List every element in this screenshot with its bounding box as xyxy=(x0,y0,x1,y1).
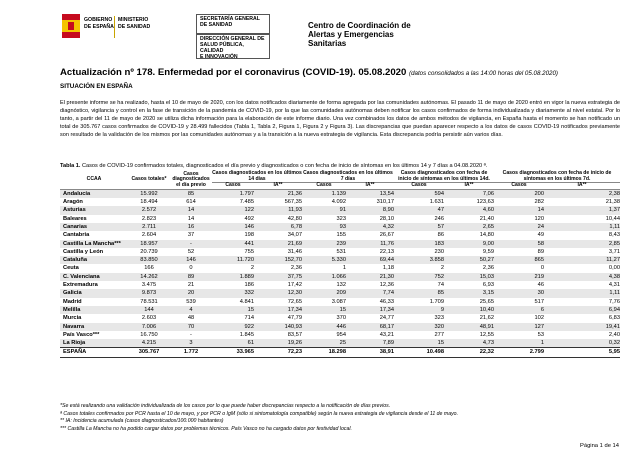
header-casos: Casos xyxy=(394,183,444,190)
report-title-text: Actualización nº 178. Enfermedad por el coronavirus (COVID-19). 05.08.2020 xyxy=(60,67,407,78)
table-cell: 3,71 xyxy=(608,248,620,255)
table-cell: 15 xyxy=(394,339,444,348)
table-cell: 24 xyxy=(494,223,544,231)
table-cell: 16.750 xyxy=(140,331,158,338)
table-cell: 42,80 xyxy=(287,215,302,222)
table-cell: 3.475 xyxy=(141,282,157,289)
table-cell: 33.965 xyxy=(212,348,254,357)
table-cell: 15.992 xyxy=(128,189,170,198)
table-cell: 49 xyxy=(537,232,544,239)
table-cell: 2 xyxy=(250,265,254,272)
table-total-row xyxy=(60,348,620,357)
table-cell: 85 xyxy=(170,189,212,198)
table-cell: 14 xyxy=(187,215,195,222)
table-caption-label: Tabla 1. xyxy=(60,163,81,169)
section-subtitle: SITUACIÓN EN ESPAÑA xyxy=(60,83,133,90)
table-cell: 17,34 xyxy=(254,306,302,314)
table-cell: 144 xyxy=(128,306,170,314)
table-row xyxy=(60,231,620,239)
table-cell: 3.858 xyxy=(394,256,444,264)
header-prev-day: Casos diagnosticados el día previo xyxy=(170,171,212,189)
table-cell: 2.711 xyxy=(128,223,170,231)
table-cell: 517 xyxy=(534,298,544,305)
box2-line-3: E INNOVACIÓN xyxy=(200,54,238,60)
table-cell: 20 xyxy=(170,289,212,297)
table-cell: 755 xyxy=(244,248,254,255)
table-cell: 91 xyxy=(302,206,346,214)
table-row xyxy=(60,339,620,348)
ccaa-name-cell: La Rioja xyxy=(60,339,128,348)
table-cell: 70 xyxy=(170,323,212,331)
table-cell: 9 xyxy=(394,306,444,314)
table-cell: 1.139 xyxy=(302,189,346,198)
header-ia: IA** xyxy=(444,183,494,190)
table-row xyxy=(60,281,620,289)
table-cell: 11,93 xyxy=(254,206,302,214)
table-cell: 140,93 xyxy=(254,323,302,331)
table-cell: 4,31 xyxy=(608,282,620,289)
gov-line-1: GOBIERNO xyxy=(84,17,113,23)
table-cell: - xyxy=(170,240,212,248)
table-cell: 6 xyxy=(494,306,544,314)
table-cell: 146 xyxy=(170,256,212,264)
ccaa-name-cell: Castilla La Mancha*** xyxy=(60,240,128,248)
table-cell: 7.485 xyxy=(239,199,254,206)
header-group-7d: Casos diagnosticados en los últimos 7 días xyxy=(303,170,393,182)
table-cell: 12,55 xyxy=(479,331,494,338)
table-cell: 0 xyxy=(540,265,544,272)
ccaa-name-cell: Madrid xyxy=(63,298,82,305)
footnote: *Se está realizando una validación individualizada de los casos por lo que puede haber discrepancias respecto a la notificación de días previos. xyxy=(60,403,391,409)
table-cell: 6,94 xyxy=(544,306,620,314)
table-cell: 15,03 xyxy=(444,273,494,281)
table-cell: 17,34 xyxy=(346,306,394,314)
table-cell: 9,59 xyxy=(482,248,494,255)
table-cell: 89 xyxy=(537,248,544,255)
table-cell: 4,32 xyxy=(346,223,394,231)
table-cell: 2.799 xyxy=(494,348,544,357)
table-cell: 4,38 xyxy=(544,273,620,281)
table-cell: 14,80 xyxy=(479,232,494,239)
table-cell: 3.087 xyxy=(331,298,346,305)
direccion-box xyxy=(196,34,270,59)
footnotes xyxy=(60,403,458,434)
table-cell: 132 xyxy=(336,282,346,289)
header-ia: IA** xyxy=(346,183,394,190)
table-cell: 37 xyxy=(187,232,195,239)
table-cell: 83,57 xyxy=(287,331,302,338)
table-cell: 72,23 xyxy=(254,348,302,357)
table-row xyxy=(60,215,620,223)
ccaa-name-cell: Cataluña xyxy=(60,256,128,264)
table-cell: 10,40 xyxy=(444,306,494,314)
ccaa-name-cell: País Vasco*** xyxy=(63,331,100,338)
table-cell: 6,93 xyxy=(482,282,494,289)
table-cell: 305.767 xyxy=(128,348,170,357)
table-cell: 2,40 xyxy=(608,331,620,338)
table-cell: 7,74 xyxy=(346,289,394,297)
secretaria-box xyxy=(196,14,270,34)
ccaa-name-cell: ESPAÑA xyxy=(60,348,128,357)
table-cell: 539 xyxy=(186,298,196,305)
box2-line-2: SALUD PÚBLICA, CALIDAD xyxy=(200,42,244,54)
table-row xyxy=(60,189,620,198)
table-cell: 21 xyxy=(187,282,195,289)
table-cell: 14 xyxy=(170,206,212,214)
table-cell: 14 xyxy=(494,206,544,214)
table-cell: 18.957 xyxy=(128,240,170,248)
table-row xyxy=(60,331,620,339)
table-cell: 7.006 xyxy=(128,323,170,331)
table-row xyxy=(60,198,620,206)
table-cell: 2,36 xyxy=(482,265,494,272)
table-cell: 21,69 xyxy=(254,240,302,248)
ccaa-name-cell: Aragón xyxy=(63,199,83,206)
table-cell: 2,65 xyxy=(444,223,494,231)
table-cell: - xyxy=(190,331,192,338)
ministry-line-2: DE SANIDAD xyxy=(118,23,151,30)
table-cell: 323 xyxy=(336,215,346,222)
table-cell: 0,00 xyxy=(608,265,620,272)
table-cell: 78.531 xyxy=(140,298,158,305)
table-cell: 48,91 xyxy=(444,323,494,331)
table-cell: 9.873 xyxy=(128,289,170,297)
table-cell: 1,11 xyxy=(544,223,620,231)
table-cell: 277 xyxy=(434,331,444,338)
table-cell: 10.498 xyxy=(394,348,444,357)
table-cell: 48 xyxy=(187,315,195,322)
ccaa-name-cell: Cantabria xyxy=(63,232,90,239)
table-cell: 954 xyxy=(336,331,346,338)
table-cell: 1.772 xyxy=(170,348,212,357)
table-cell: 4 xyxy=(170,306,212,314)
table-cell: 12,36 xyxy=(379,282,394,289)
table-cell: 46 xyxy=(537,282,544,289)
table-cell: 120 xyxy=(534,215,544,222)
table-cell: 14.262 xyxy=(128,273,170,281)
table-cell: 15 xyxy=(212,306,254,314)
table-row xyxy=(60,223,620,231)
table-cell: 9,00 xyxy=(444,240,494,248)
table-cell: 1,37 xyxy=(544,206,620,214)
header-casos: Casos xyxy=(212,183,254,190)
ccaa-name-cell: Murcia xyxy=(63,315,82,322)
table-cell: 19,41 xyxy=(544,323,620,331)
table-cell: 13,54 xyxy=(346,189,394,198)
table-cell: 93 xyxy=(302,223,346,231)
ccaa-name-cell: Melilla xyxy=(60,306,128,314)
cases-table xyxy=(60,171,620,358)
footnote: ** IA: Incidencia acumulada (casos diagnosticados/100.000 habitantes) xyxy=(60,418,224,425)
table-row xyxy=(60,240,620,248)
header-ia: IA** xyxy=(544,183,620,190)
report-title xyxy=(60,67,558,78)
table-cell: 86 xyxy=(437,232,444,239)
table-cell: 7,76 xyxy=(608,298,620,305)
table-cell: 68,17 xyxy=(346,323,394,331)
ccaes-line-1: Centro de Coordinación de xyxy=(308,21,411,30)
table-cell: 17,42 xyxy=(287,282,302,289)
table-cell: 18.298 xyxy=(302,348,346,357)
header-group-sym-14d: Casos diagnosticados con fecha de inicio de síntomas en los últimos 14d. xyxy=(394,171,494,183)
table-cell: 6,78 xyxy=(254,223,302,231)
table-cell: 12,30 xyxy=(254,289,302,297)
table-row xyxy=(60,256,620,264)
table-cell: 922 xyxy=(212,323,254,331)
table-cell: 1,18 xyxy=(382,265,394,272)
table-cell: 200 xyxy=(494,189,544,198)
table-row xyxy=(60,306,620,314)
table-cell: 230 xyxy=(434,248,444,255)
table-cell: 246 xyxy=(434,215,444,222)
table-cell: 19,26 xyxy=(254,339,302,348)
header-group-14d: Casos diagnosticados en los últimos 14 días xyxy=(212,170,302,182)
table-cell: 102 xyxy=(534,315,544,322)
table-cell: 46,33 xyxy=(379,298,394,305)
table-cell: 209 xyxy=(302,289,346,297)
table-cell: 57 xyxy=(394,223,444,231)
table-cell: 752 xyxy=(394,273,444,281)
table-cell: 85 xyxy=(394,289,444,297)
table-caption xyxy=(60,163,487,169)
table-cell: 2.572 xyxy=(128,206,170,214)
table-cell: 11,27 xyxy=(544,256,620,264)
table-cell: 20.739 xyxy=(140,248,158,255)
table-caption-text: Casos de COVID-19 confirmados totales, diagnosticados el día previo y diagnosticados o con fecha de inicio de síntomas en los últimos 14 y 7 días a 04.08.2020 ª. xyxy=(81,163,488,169)
table-cell: 5.330 xyxy=(302,256,346,264)
ccaes-line-2: Alertas y Emergencias xyxy=(308,30,394,39)
ccaa-name-cell: Navarra xyxy=(60,323,128,331)
table-cell: 24,77 xyxy=(379,315,394,322)
table-cell: 38,91 xyxy=(346,348,394,357)
table-cell: 69,44 xyxy=(346,256,394,264)
table-cell: 323 xyxy=(434,315,444,322)
table-cell: 123,63 xyxy=(476,199,494,206)
table-cell: 22,13 xyxy=(379,248,394,255)
table-cell: 8,90 xyxy=(346,206,394,214)
table-cell: 282 xyxy=(534,199,544,206)
ccaa-name-cell: Canarias xyxy=(60,223,128,231)
table-cell: 0 xyxy=(189,265,193,272)
table-cell: 74 xyxy=(437,282,444,289)
table-cell: 239 xyxy=(302,240,346,248)
table-row xyxy=(60,298,620,306)
table-cell: 4.841 xyxy=(239,298,254,305)
table-cell: 614 xyxy=(186,199,196,206)
table-cell: 2.603 xyxy=(141,315,157,322)
footnote: ª Casos totales confirmados por PCR hasta el 10 de mayo, y por PCR o IgM (sólo si sintomatología compatible) según la nueva estrategia de vigilancia desde el 11 de mayo. xyxy=(60,410,459,417)
table-cell: 1 xyxy=(494,339,544,348)
table-cell: 166 xyxy=(144,265,154,272)
box2-line-1: DIRECCIÓN GENERAL DE xyxy=(200,36,265,42)
table-cell: 43,21 xyxy=(379,331,394,338)
ccaa-name-cell: Asturias xyxy=(60,206,128,214)
table-cell: 2,36 xyxy=(290,265,302,272)
table-cell: 127 xyxy=(494,323,544,331)
table-cell: 1.709 xyxy=(429,298,444,305)
table-cell: 152,70 xyxy=(254,256,302,264)
table-cell: 1.631 xyxy=(429,199,444,206)
table-row xyxy=(60,323,620,331)
table-cell: 7,89 xyxy=(346,339,394,348)
table-cell: 492 xyxy=(244,215,254,222)
table-cell: 58 xyxy=(494,240,544,248)
table-cell: 83.850 xyxy=(128,256,170,264)
table-cell: 2,38 xyxy=(544,189,620,198)
table-cell: 4,73 xyxy=(444,339,494,348)
table-cell: 332 xyxy=(212,289,254,297)
table-cell: 25 xyxy=(302,339,346,348)
table-cell: 146 xyxy=(212,223,254,231)
ccaa-name-cell: Extremadura xyxy=(63,282,98,289)
table-cell: 21,38 xyxy=(605,199,620,206)
header-divider xyxy=(114,16,115,38)
table-cell: 1,11 xyxy=(544,289,620,297)
table-cell: 4.092 xyxy=(331,199,346,206)
header-ia: IA** xyxy=(254,183,302,190)
table-row xyxy=(60,248,620,256)
intro-paragraph: El presente informe se ha realizado, hasta el 10 de mayo de 2020, con los datos notificados diariamente de forma agregada por las comunidades autónomas. El pasado 11 de mayo de 2020 entró en vigor la nueva estrategia de diagnóstico, vigilancia y control en la fase de transición de la pandemia de COVID-19, por la que las comunidades autónomas deben notificar los casos confirmados de forma individualizada y diariamente al nivel estatal. Por lo tanto, a partir del 11 de mayo de 2020 se utiliza dicha información para la elaboración de este informe diario. Una vez combinados los datos de ambos métodos de vigilancia, en España hasta el momento se han notificado un total de 305.767 casos confirmados de COVID-19 y 28.499 fallecidos (Tabla 1, Tabla 2, Figura 1, Figura 2 y Figura 3). Las discrepancias que puedan aparecer respecto a los datos de casos COVID-19 notificados previamente son resultado de la validación de los mismos por las comunidades autónomas y a la transición a la nueva estrategia de vigilancia. Esta discrepancia podría persistir aún varios días. xyxy=(60,100,620,139)
table-cell: 1.845 xyxy=(239,331,254,338)
table-cell: 714 xyxy=(244,315,254,322)
government-label xyxy=(84,17,114,30)
page-number: Página 1 de 14 xyxy=(579,443,619,449)
table-cell: 2 xyxy=(440,265,444,272)
table-cell: 531 xyxy=(336,248,346,255)
ccaes-title xyxy=(308,21,411,48)
header-casos: Casos xyxy=(302,183,346,190)
table-cell: 89 xyxy=(170,273,212,281)
report-title-note: (datos consolidados a las 14:00 horas del 05.08.2020) xyxy=(409,70,558,77)
header-total: Casos totales* xyxy=(128,171,170,189)
table-cell: 21,62 xyxy=(479,315,494,322)
table-cell: 3 xyxy=(170,339,212,348)
table-cell: 22,32 xyxy=(444,348,494,357)
table-cell: 15 xyxy=(302,306,346,314)
table-cell: 18.494 xyxy=(140,199,158,206)
table-cell: 4.215 xyxy=(128,339,170,348)
table-cell: 8,43 xyxy=(608,232,620,239)
table-cell: 6,83 xyxy=(608,315,620,322)
table-cell: 53 xyxy=(537,331,544,338)
ccaa-name-cell: Andalucía xyxy=(60,189,128,198)
table-cell: 30 xyxy=(494,289,544,297)
table-cell: 441 xyxy=(212,240,254,248)
table-row xyxy=(60,314,620,322)
table-cell: 865 xyxy=(494,256,544,264)
ccaa-name-cell: Castilla y León xyxy=(63,248,104,255)
table-cell: 16 xyxy=(170,223,212,231)
table-cell: 50,27 xyxy=(444,256,494,264)
box1-line-1: SECRETARÍA GENERAL xyxy=(200,16,260,22)
ccaa-name-cell: Galicia xyxy=(60,289,128,297)
table-cell: 2,85 xyxy=(544,240,620,248)
box1-line-2: DE SANIDAD xyxy=(200,22,233,28)
table-cell: 52 xyxy=(187,248,195,255)
table-cell: 26,67 xyxy=(379,232,394,239)
table-body xyxy=(60,189,620,357)
gov-line-2: DE ESPAÑA xyxy=(84,23,114,30)
table-cell: 186 xyxy=(244,282,254,289)
table-cell: 4,60 xyxy=(444,206,494,214)
table-cell: 155 xyxy=(336,232,346,239)
table-cell: 567,35 xyxy=(284,199,302,206)
table-cell: 219 xyxy=(494,273,544,281)
table-cell: 10,44 xyxy=(605,215,620,222)
table-cell: 2.823 xyxy=(141,215,157,222)
ministry-line-1: MINISTERIO xyxy=(118,17,149,23)
table-cell: 11.720 xyxy=(212,256,254,264)
table-cell: 34,07 xyxy=(287,232,302,239)
table-cell: 320 xyxy=(394,323,444,331)
table-cell: 370 xyxy=(336,315,346,322)
table-cell: 31,46 xyxy=(287,248,302,255)
table-cell: 1 xyxy=(342,265,346,272)
table-cell: 21,36 xyxy=(254,189,302,198)
table-row xyxy=(60,273,620,281)
header-group-sym-7d: Casos diagnosticados con fecha de inicio de síntomas en los últimos 7d. xyxy=(494,171,620,183)
table-cell: 11,76 xyxy=(346,240,394,248)
table-row xyxy=(60,206,620,214)
coat-of-arms-icon xyxy=(62,14,80,38)
table-cell: 47,79 xyxy=(287,315,302,322)
table-cell: 1.889 xyxy=(212,273,254,281)
table-cell: 183 xyxy=(394,240,444,248)
table-cell: 446 xyxy=(302,323,346,331)
table-cell: 5,95 xyxy=(544,348,620,357)
table-cell: 1.066 xyxy=(302,273,346,281)
footnote: *** Castilla La Mancha no ha podido cargar datos por problemas técnicos. País Vasco no ha cargado datos por festividad local. xyxy=(60,426,352,433)
table-cell: 122 xyxy=(212,206,254,214)
table-row xyxy=(60,289,620,297)
table-cell: 594 xyxy=(394,189,444,198)
table-cell: 21,40 xyxy=(479,215,494,222)
table-cell: 61 xyxy=(212,339,254,348)
table-cell: 72,65 xyxy=(287,298,302,305)
table-cell: 0,32 xyxy=(544,339,620,348)
table-cell: 37,75 xyxy=(254,273,302,281)
header-casos: Casos xyxy=(494,183,544,190)
table-cell: 310,17 xyxy=(376,199,394,206)
table-cell: 2.604 xyxy=(141,232,157,239)
table-cell: 21,30 xyxy=(346,273,394,281)
table-cell: 7,06 xyxy=(444,189,494,198)
table-cell: 1.797 xyxy=(212,189,254,198)
letterhead xyxy=(62,14,622,60)
table-cell: 25,65 xyxy=(479,298,494,305)
ccaa-name-cell: Ceuta xyxy=(63,265,79,272)
table-cell: 28,10 xyxy=(379,215,394,222)
table-cell: 47 xyxy=(394,206,444,214)
table-cell: 198 xyxy=(244,232,254,239)
ministry-label xyxy=(118,17,150,30)
table-row xyxy=(60,264,620,272)
header-ccaa: CCAA xyxy=(60,171,128,189)
ccaa-name-cell: Baleares xyxy=(63,215,87,222)
ccaa-name-cell: C. Valenciana xyxy=(60,273,128,281)
table-cell: 3,15 xyxy=(444,289,494,297)
ccaes-line-3: Sanitarias xyxy=(308,39,347,48)
